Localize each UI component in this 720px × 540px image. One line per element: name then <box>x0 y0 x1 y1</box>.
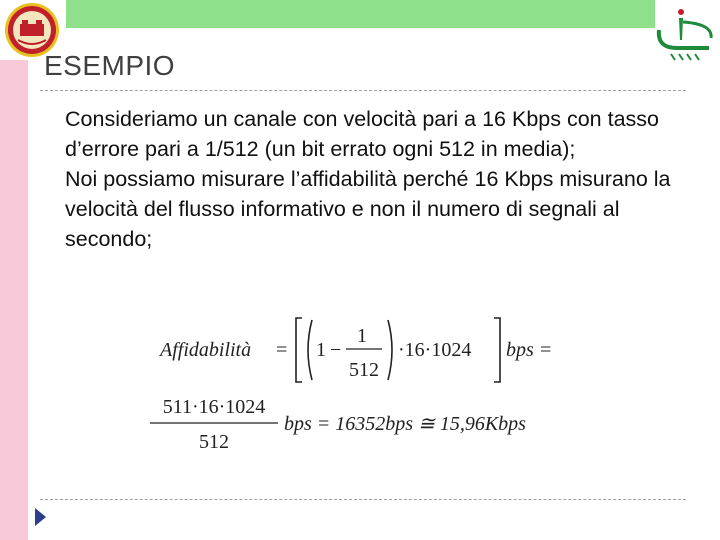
footer-divider <box>40 499 686 500</box>
next-slide-arrow-icon[interactable] <box>32 506 48 528</box>
formula-equals: = <box>276 339 288 361</box>
formula <box>148 312 588 462</box>
left-accent-bar <box>0 60 28 540</box>
result-frac-num: 511·16·1024 <box>162 396 266 418</box>
formula-frac-den: 512 <box>349 359 379 381</box>
slide-title: ESEMPIO <box>44 50 176 81</box>
result-frac-den: 512 <box>199 431 229 453</box>
formula-lhs: Affidabilità <box>160 339 252 361</box>
formula-frac-num: 1 <box>357 325 367 347</box>
formula-unit: bps <box>506 339 534 361</box>
top-accent-bar <box>66 0 655 28</box>
list-item <box>40 164 680 254</box>
title-divider <box>40 90 686 91</box>
list-item <box>40 104 680 164</box>
formula-one: 1 <box>316 339 326 361</box>
formula-equals-2: = <box>540 339 552 361</box>
bullet-text: Consideriamo un canale con velocità pari a 16 Kbps con tasso d’errore pari a 1/512 (un bit errato ogni 512 in media); <box>65 107 659 161</box>
formula-multiplier: ·16·1024 <box>398 339 472 361</box>
bullet-list <box>40 104 680 254</box>
bullet-text: Noi possiamo misurare l’affidabilità perché 16 Kbps misurano la velocità del flusso informativo e non il numero di segnali al secondo; <box>65 167 671 251</box>
formula-minus: − <box>330 339 342 361</box>
brand-logo-icon <box>653 4 717 64</box>
result-value: bps = 16352bps ≅ 15,96Kbps <box>284 413 526 435</box>
